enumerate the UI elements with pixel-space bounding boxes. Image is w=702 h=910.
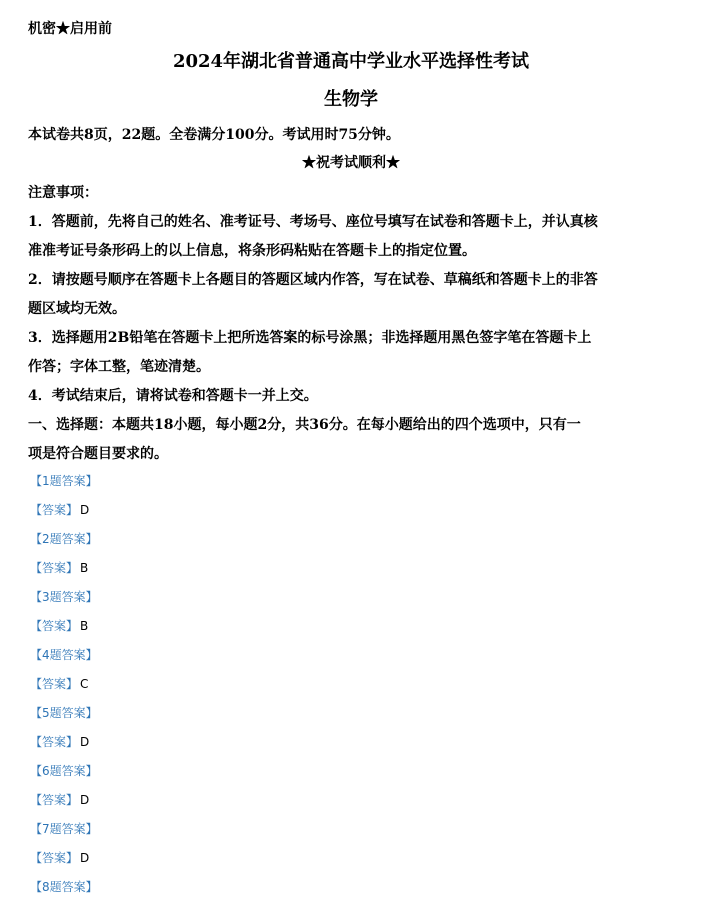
question-3-answer-header: 【3题答案】 <box>30 590 98 604</box>
question-5-answer: 【答案】 D <box>30 735 90 749</box>
question-7-answer: 【答案】 D <box>30 851 90 865</box>
question-1-answer: 【答案】 D <box>30 503 90 517</box>
exam-wish: ★祝考试顺利★ <box>302 155 400 171</box>
note-line-3: 2．请按题号顺序在答题卡上各题目的答题区域内作答，写在试卷、草稿纸和答题卡上的非答 <box>28 272 598 288</box>
section-heading-line-1: 一、选择题：本题共18小题，每小题2分，共36分。在每小题给出的四个选项中，只有一 <box>28 417 581 433</box>
note-line-2: 准准考证号条形码上的以上信息，将条形码粘贴在答题卡上的指定位置。 <box>28 243 476 259</box>
note-line-4: 题区域均无效。 <box>28 301 126 317</box>
question-6-answer-header: 【6题答案】 <box>30 764 98 778</box>
answer-value: D <box>80 503 90 517</box>
question-2-answer-header: 【2题答案】 <box>30 532 98 546</box>
section-heading-line-2: 项是符合题目要求的。 <box>28 446 168 462</box>
question-2-answer: 【答案】 B <box>30 561 89 575</box>
answer-value: D <box>80 793 90 807</box>
confidential-label: 机密★启用前 <box>28 21 112 37</box>
answer-value: B <box>80 619 89 633</box>
note-line-7: 4．考试结束后，请将试卷和答题卡一并上交。 <box>28 388 318 404</box>
question-6-answer: 【答案】 D <box>30 793 90 807</box>
question-8-answer-header: 【8题答案】 <box>30 880 98 894</box>
question-4-answer: 【答案】 C <box>30 677 89 691</box>
answer-value: C <box>80 677 89 691</box>
note-line-1: 1．答题前，先将自己的姓名、准考证号、考场号、座位号填写在试卷和答题卡上，并认真核 <box>28 214 598 230</box>
exam-info: 本试卷共8页，22题。全卷满分100分。考试用时75分钟。 <box>28 127 400 143</box>
answer-value: D <box>80 851 90 865</box>
question-1-answer-header: 【1题答案】 <box>30 474 98 488</box>
subject-title: 生物学 <box>324 89 378 110</box>
answer-value: B <box>80 561 89 575</box>
note-line-6: 作答；字体工整，笔迹清楚。 <box>28 359 210 375</box>
question-7-answer-header: 【7题答案】 <box>30 822 98 836</box>
question-4-answer-header: 【4题答案】 <box>30 648 98 662</box>
answer-value: D <box>80 735 90 749</box>
question-3-answer: 【答案】 B <box>30 619 89 633</box>
notes-heading: 注意事项： <box>28 185 98 201</box>
note-line-5: 3．选择题用2B铅笔在答题卡上把所选答案的标号涂黑；非选择题用黑色签字笔在答题卡上 <box>28 330 592 346</box>
exam-title: 2024年湖北省普通高中学业水平选择性考试 <box>172 51 530 72</box>
question-5-answer-header: 【5题答案】 <box>30 706 98 720</box>
